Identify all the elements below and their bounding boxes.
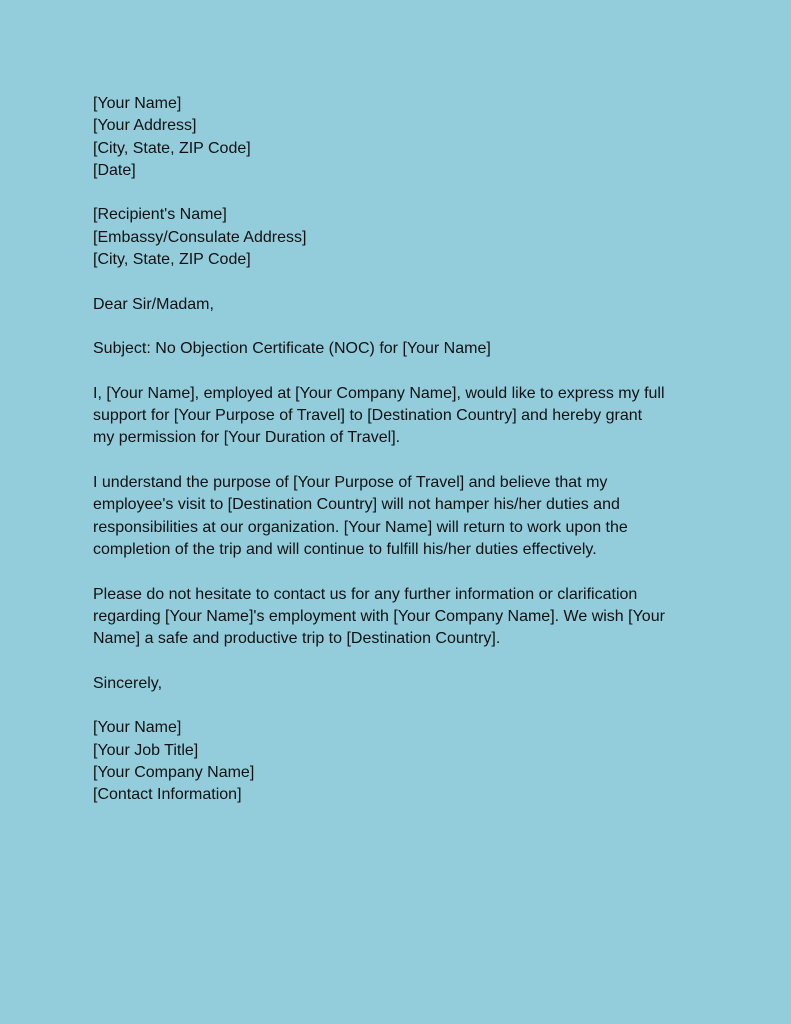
sender-address: [Your Address] <box>93 117 197 135</box>
body-paragraph-3 <box>93 584 713 651</box>
paragraph-line: my permission for [Your Duration of Travel]. <box>93 429 401 447</box>
paragraph-line: regarding [Your Name]'s employment with [Your Company Name]. We wish [Your <box>93 607 665 625</box>
paragraph-line: support for [Your Purpose of Travel] to [Destination Country] and hereby grant <box>93 407 643 425</box>
recipient-city-state-zip: [City, State, ZIP Code] <box>93 251 251 269</box>
body-paragraph-1 <box>93 383 713 450</box>
paragraph-line: employee's visit to [Destination Country] will not hamper his/her duties and <box>93 496 620 514</box>
noc-letter <box>93 93 713 829</box>
salutation-text: Dear Sir/Madam, <box>93 295 214 313</box>
paragraph-line: completion of the trip and will continue to fulfill his/her duties effectively. <box>93 540 597 558</box>
signature-block <box>93 717 713 806</box>
paragraph-line: Please do not hesitate to contact us for any further information or clarification <box>93 585 638 603</box>
closing <box>93 673 713 695</box>
closing-text: Sincerely, <box>93 674 163 692</box>
recipient-name: [Recipient's Name] <box>93 206 227 224</box>
sender-city-state-zip: [City, State, ZIP Code] <box>93 139 251 157</box>
paragraph-line: I understand the purpose of [Your Purpose of Travel] and believe that my <box>93 474 608 492</box>
paragraph-line: I, [Your Name], employed at [Your Company Name], would like to express my full <box>93 384 665 402</box>
signature-contact: [Contact Information] <box>93 786 242 804</box>
body-paragraph-2 <box>93 472 713 561</box>
sender-block <box>93 93 713 182</box>
signature-name: [Your Name] <box>93 719 182 737</box>
sender-name: [Your Name] <box>93 95 182 112</box>
letter-date: [Date] <box>93 161 136 179</box>
salutation <box>93 294 713 316</box>
paragraph-line: Name] a safe and productive trip to [Destination Country]. <box>93 630 501 648</box>
signature-job-title: [Your Job Title] <box>93 741 199 759</box>
paragraph-line: responsibilities at our organization. [Your Name] will return to work upon the <box>93 518 628 536</box>
recipient-block <box>93 204 713 271</box>
signature-company: [Your Company Name] <box>93 763 255 781</box>
recipient-address: [Embassy/Consulate Address] <box>93 228 307 246</box>
subject-line <box>93 338 713 360</box>
subject-text: Subject: No Objection Certificate (NOC) for [Your Name] <box>93 340 491 358</box>
